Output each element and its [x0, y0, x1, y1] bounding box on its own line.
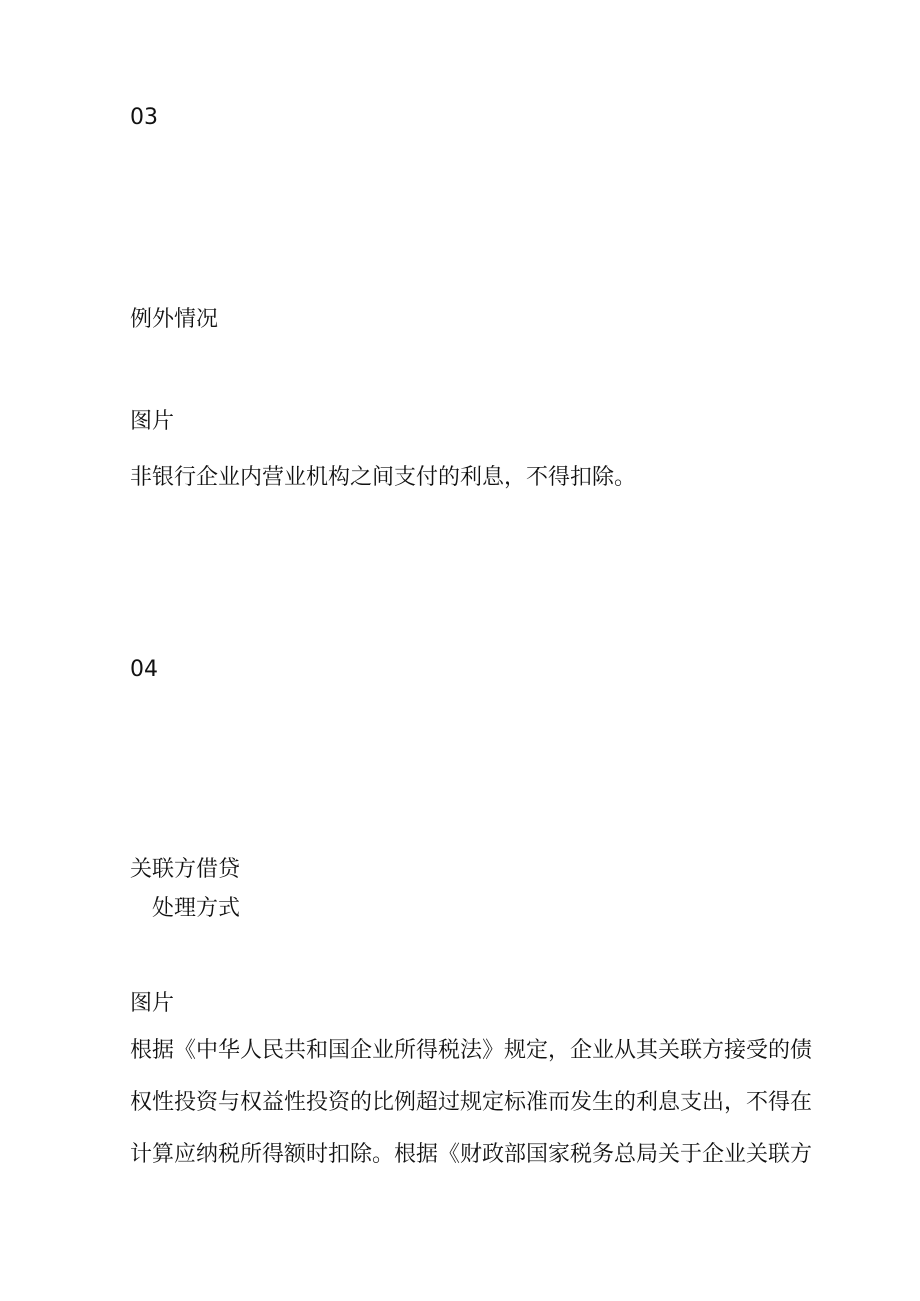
- section-number: 03: [130, 105, 158, 130]
- body-paragraph: 非银行企业内营业机构之间支付的利息，不得扣除。: [130, 465, 637, 490]
- section-heading-line2: 处理方式: [152, 896, 241, 921]
- body-paragraph: [130, 1037, 813, 1193]
- section-number: 04: [130, 657, 158, 682]
- image-placeholder-label: 图片: [130, 409, 175, 434]
- section-heading-line1: 关联方借贷: [130, 857, 241, 882]
- section-heading: 例外情况: [130, 307, 219, 332]
- paragraph-line: 权性投资与权益性投资的比例超过规定标准而发生的利息支出，不得在: [130, 1090, 813, 1115]
- paragraph-line: 计算应纳税所得额时扣除。根据《财政部国家税务总局关于企业关联方: [130, 1142, 813, 1167]
- image-placeholder-label: 图片: [130, 991, 175, 1016]
- paragraph-line: 根据《中华人民共和国企业所得税法》规定，企业从其关联方接受的债: [130, 1038, 813, 1063]
